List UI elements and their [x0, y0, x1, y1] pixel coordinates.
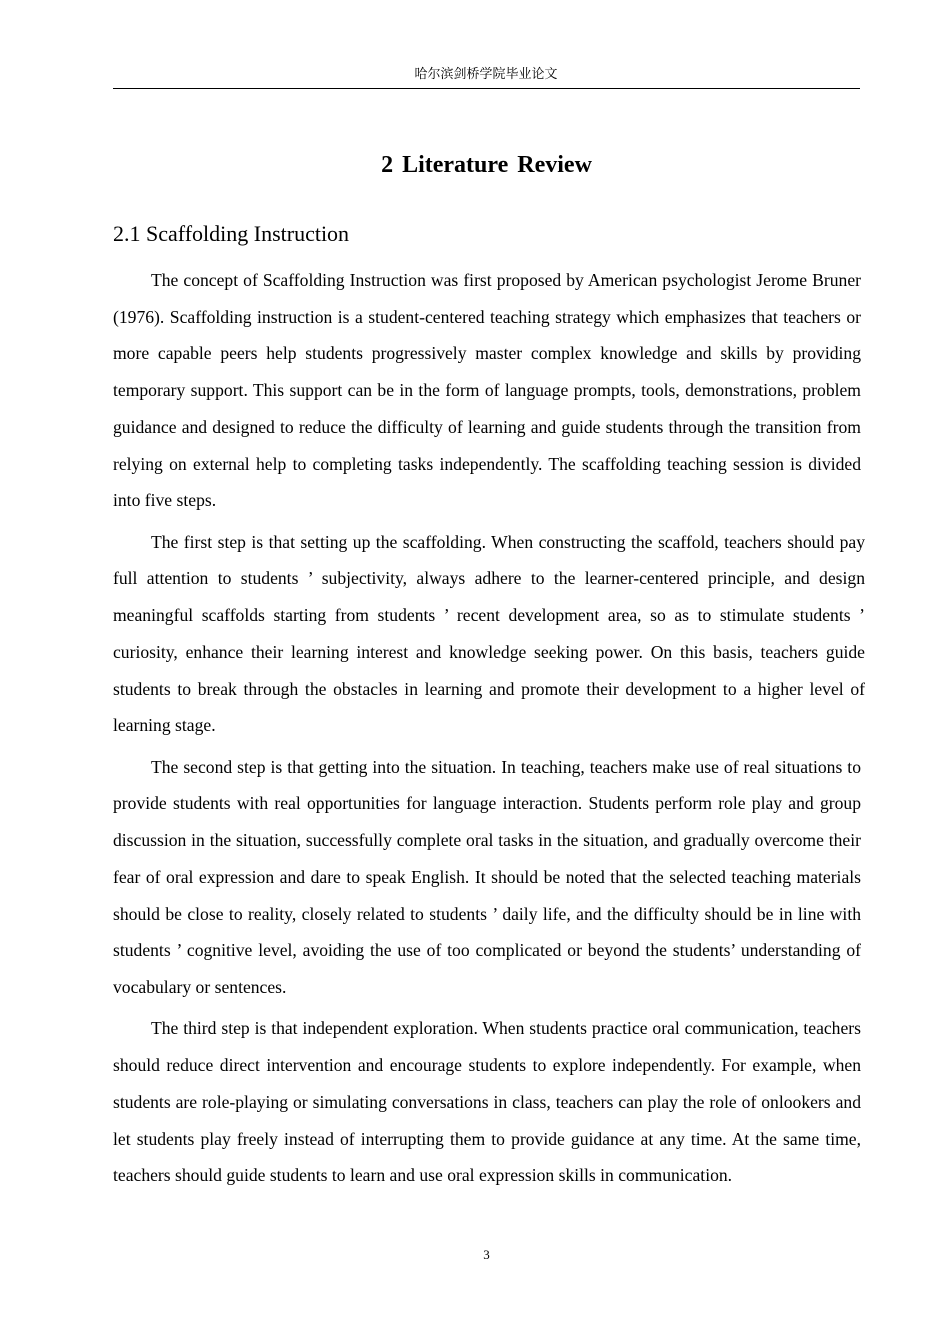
section-heading: 2.1 Scaffolding Instruction [113, 221, 350, 246]
paragraph-step-three: The third step is that independent exploration. When students practice oral communication, teachers should reduce direct intervention and encourage students to explore independently. For example, when students are role-playing or simulating conversations in class, teachers can play the role of onlookers and let students play freely instead of interrupting them to provide guidance at any time. At the same time, teachers should guide students to learn and use oral expression skills in communication. [113, 1018, 861, 1186]
body-text [113, 262, 865, 1199]
header-rule [113, 88, 860, 89]
running-header: 哈尔滨剑桥学院毕业论文 [414, 67, 558, 82]
paragraph-step-one: The first step is that setting up the scaffolding. When constructing the scaffold, teachers should pay full attention to students ’ subjectivity, always adhere to the learner-centered principle, and design meaningful scaffolds starting from students ’ recent development area, so as to stimulate students ’ curiosity, enhance their learning interest and knowledge seeking power. On this basis, teachers guide students to break through the obstacles in learning and promote their development to a higher level of learning stage. [113, 531, 865, 736]
paragraph-step-two: The second step is that getting into the situation. In teaching, teachers make use of real situations to provide students with real opportunities for language interaction. Students perform role play and group discussion in the situation, successfully complete oral tasks in the situation, and gradually overcome their fear of oral expression and dare to speak English. It should be noted that the selected teaching materials should be close to reality, closely related to students ’ daily life, and the difficulty should be in line with students ’ cognitive level, avoiding the use of too complicated or beyond the students’ understanding of vocabulary or sentences. [113, 756, 861, 997]
page-number: 3 [483, 1247, 490, 1262]
chapter-title: 2 Literature Review [381, 152, 592, 178]
paragraph-scaffolding-intro: The concept of Scaffolding Instruction was first proposed by American psychologist Jerome Bruner (1976). Scaffolding instruction is a student-centered teaching strategy which emphasizes that teachers or more capable peers help students progressively master complex knowledge and skills by providing temporary support. This support can be in the form of language prompts, tools, demonstrations, problem guidance and designed to reduce the difficulty of learning and guide students through the transition from relying on external help to completing tasks independently. The scaffolding teaching session is divided into five steps. [113, 270, 861, 511]
